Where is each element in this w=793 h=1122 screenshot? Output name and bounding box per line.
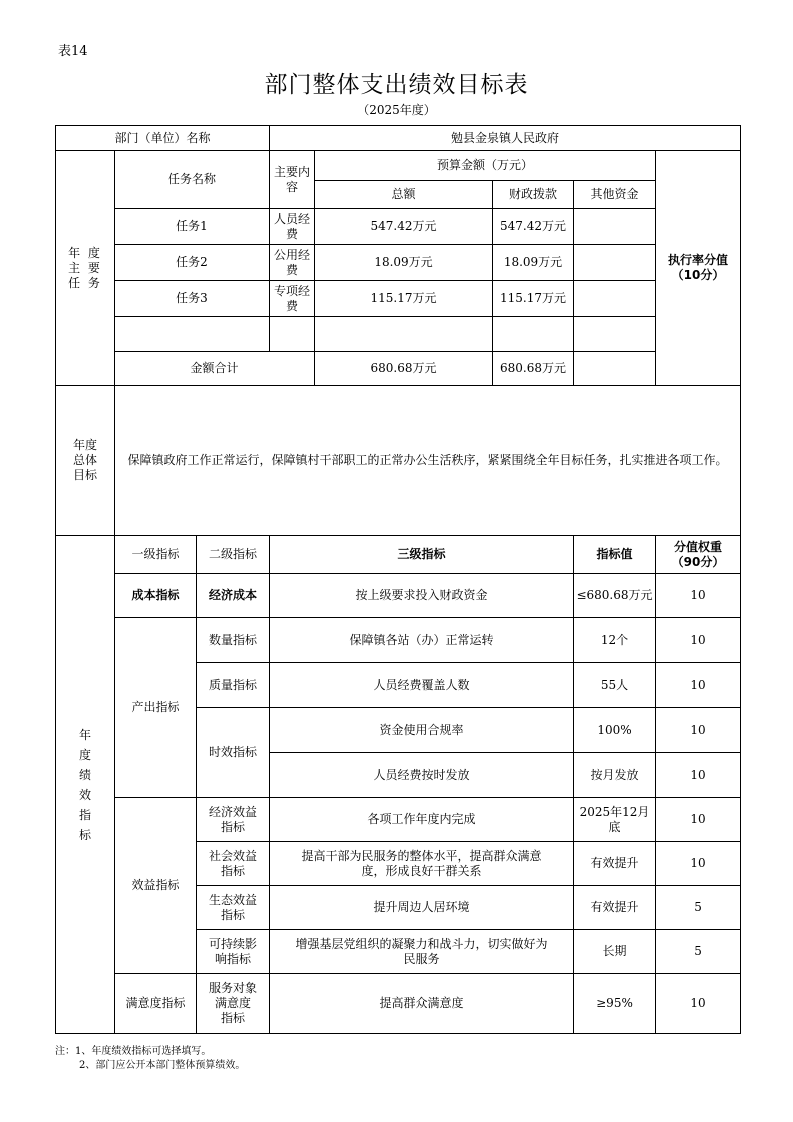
time2-weight: 10 bbox=[656, 753, 741, 798]
quantity-value: 12个 bbox=[574, 618, 656, 663]
eco-value: 有效提升 bbox=[574, 886, 656, 930]
cost-l2: 经济成本 bbox=[197, 574, 270, 618]
eco-l2: 生态效益 指标 bbox=[197, 886, 270, 930]
indicators-section-label: 年 度 绩 效 指 标 bbox=[56, 536, 115, 1034]
task-name-header: 任务名称 bbox=[115, 151, 270, 209]
table-row bbox=[56, 974, 741, 1034]
task-content-header: 主要内 容 bbox=[270, 151, 315, 209]
dept-row bbox=[56, 126, 741, 151]
sustain-weight: 5 bbox=[656, 930, 741, 974]
time1-weight: 10 bbox=[656, 708, 741, 753]
satisfaction-value: ≥95% bbox=[574, 974, 656, 1034]
sustain-l2: 可持续影 响指标 bbox=[197, 930, 270, 974]
economic-l3: 各项工作年度内完成 bbox=[270, 798, 574, 842]
quantity-l3: 保障镇各站（办）正常运转 bbox=[270, 618, 574, 663]
task-other bbox=[574, 209, 656, 245]
goal-text: 保障镇政府工作正常运行，保障镇村干部职工的正常办公生活秩序，紧紧围绕全年目标任务，扎实推进各项工作。 bbox=[115, 386, 741, 536]
task-name: 任务1 bbox=[115, 209, 270, 245]
sustain-l3: 增强基层党组织的凝聚力和战斗力，切实做好为 民服务 bbox=[270, 930, 574, 974]
l1-header: 一级指标 bbox=[115, 536, 197, 574]
year-label: （2025年度） bbox=[357, 103, 436, 117]
quantity-l2: 数量指标 bbox=[197, 618, 270, 663]
task-name: 任务2 bbox=[115, 245, 270, 281]
social-l2: 社会效益 指标 bbox=[197, 842, 270, 886]
economic-weight: 10 bbox=[656, 798, 741, 842]
time1-value: 100% bbox=[574, 708, 656, 753]
table-row bbox=[56, 574, 741, 618]
time2-value: 按月发放 bbox=[574, 753, 656, 798]
note-line-2: 2、部门应公开本部门整体预算绩效。 bbox=[79, 1060, 246, 1071]
economic-value: 2025年12月 底 bbox=[574, 798, 656, 842]
social-value: 有效提升 bbox=[574, 842, 656, 886]
task-fiscal: 547.42万元 bbox=[493, 209, 574, 245]
note-line-1: 注：1、年度绩效指标可选择填写。 bbox=[55, 1046, 212, 1057]
indicator-header-row bbox=[56, 536, 741, 574]
sum-label: 金额合计 bbox=[115, 352, 315, 386]
quality-weight: 10 bbox=[656, 663, 741, 708]
quality-l3: 人员经费覆盖人数 bbox=[270, 663, 574, 708]
budget-header: 预算金额（万元） bbox=[315, 151, 656, 181]
task-fiscal: 115.17万元 bbox=[493, 281, 574, 317]
sustain-value: 长期 bbox=[574, 930, 656, 974]
table-tag: 表14 bbox=[58, 44, 88, 59]
goal-label: 年度 总体 目标 bbox=[56, 386, 115, 536]
task-total: 115.17万元 bbox=[315, 281, 493, 317]
other-header: 其他资金 bbox=[574, 181, 656, 209]
l3-header: 三级指标 bbox=[270, 536, 574, 574]
performance-table bbox=[55, 125, 741, 1034]
table-row bbox=[56, 618, 741, 663]
benefit-l1: 效益指标 bbox=[115, 798, 197, 974]
empty-row bbox=[56, 317, 741, 352]
satisfaction-weight: 10 bbox=[656, 974, 741, 1034]
table-row bbox=[56, 281, 741, 317]
task-total: 18.09万元 bbox=[315, 245, 493, 281]
page-title: 部门整体支出绩效目标表 bbox=[264, 72, 529, 98]
satisfaction-l3: 提高群众满意度 bbox=[270, 974, 574, 1034]
tasks-section-label: 年 度 主 要 任 务 bbox=[56, 151, 115, 386]
eco-l3: 提升周边人居环境 bbox=[270, 886, 574, 930]
task-name: 任务3 bbox=[115, 281, 270, 317]
social-weight: 10 bbox=[656, 842, 741, 886]
task-header-row bbox=[56, 151, 741, 181]
cost-weight: 10 bbox=[656, 574, 741, 618]
weight-header: 分值权重 （90分） bbox=[656, 536, 741, 574]
task-content: 人员经 费 bbox=[270, 209, 315, 245]
task-other bbox=[574, 245, 656, 281]
satisfaction-l1: 满意度指标 bbox=[115, 974, 197, 1034]
quality-value: 55人 bbox=[574, 663, 656, 708]
task-other bbox=[574, 281, 656, 317]
quality-l2: 质量指标 bbox=[197, 663, 270, 708]
time2-l3: 人员经费按时发放 bbox=[270, 753, 574, 798]
output-l1: 产出指标 bbox=[115, 618, 197, 798]
task-content: 公用经 费 bbox=[270, 245, 315, 281]
task-total: 547.42万元 bbox=[315, 209, 493, 245]
task-fiscal: 18.09万元 bbox=[493, 245, 574, 281]
cost-value: ≤680.68万元 bbox=[574, 574, 656, 618]
sum-fiscal: 680.68万元 bbox=[493, 352, 574, 386]
fiscal-header: 财政拨款 bbox=[493, 181, 574, 209]
quantity-weight: 10 bbox=[656, 618, 741, 663]
value-header: 指标值 bbox=[574, 536, 656, 574]
dept-value: 勉县金泉镇人民政府 bbox=[270, 126, 741, 151]
time-l2: 时效指标 bbox=[197, 708, 270, 798]
time1-l3: 资金使用合规率 bbox=[270, 708, 574, 753]
table-row bbox=[56, 209, 741, 245]
eco-weight: 5 bbox=[656, 886, 741, 930]
satisfaction-l2: 服务对象 满意度 指标 bbox=[197, 974, 270, 1034]
table-row bbox=[56, 798, 741, 842]
l2-header: 二级指标 bbox=[197, 536, 270, 574]
exec-score: 执行率分值 （10分） bbox=[656, 151, 741, 386]
sum-row bbox=[56, 352, 741, 386]
cost-l3: 按上级要求投入财政资金 bbox=[270, 574, 574, 618]
dept-label: 部门（单位）名称 bbox=[56, 126, 270, 151]
sum-total: 680.68万元 bbox=[315, 352, 493, 386]
economic-l2: 经济效益 指标 bbox=[197, 798, 270, 842]
task-content: 专项经 费 bbox=[270, 281, 315, 317]
goal-row bbox=[56, 386, 741, 536]
table-row bbox=[56, 245, 741, 281]
total-header: 总额 bbox=[315, 181, 493, 209]
cost-l1: 成本指标 bbox=[115, 574, 197, 618]
social-l3: 提高干部为民服务的整体水平，提高群众满意 度，形成良好干群关系 bbox=[270, 842, 574, 886]
